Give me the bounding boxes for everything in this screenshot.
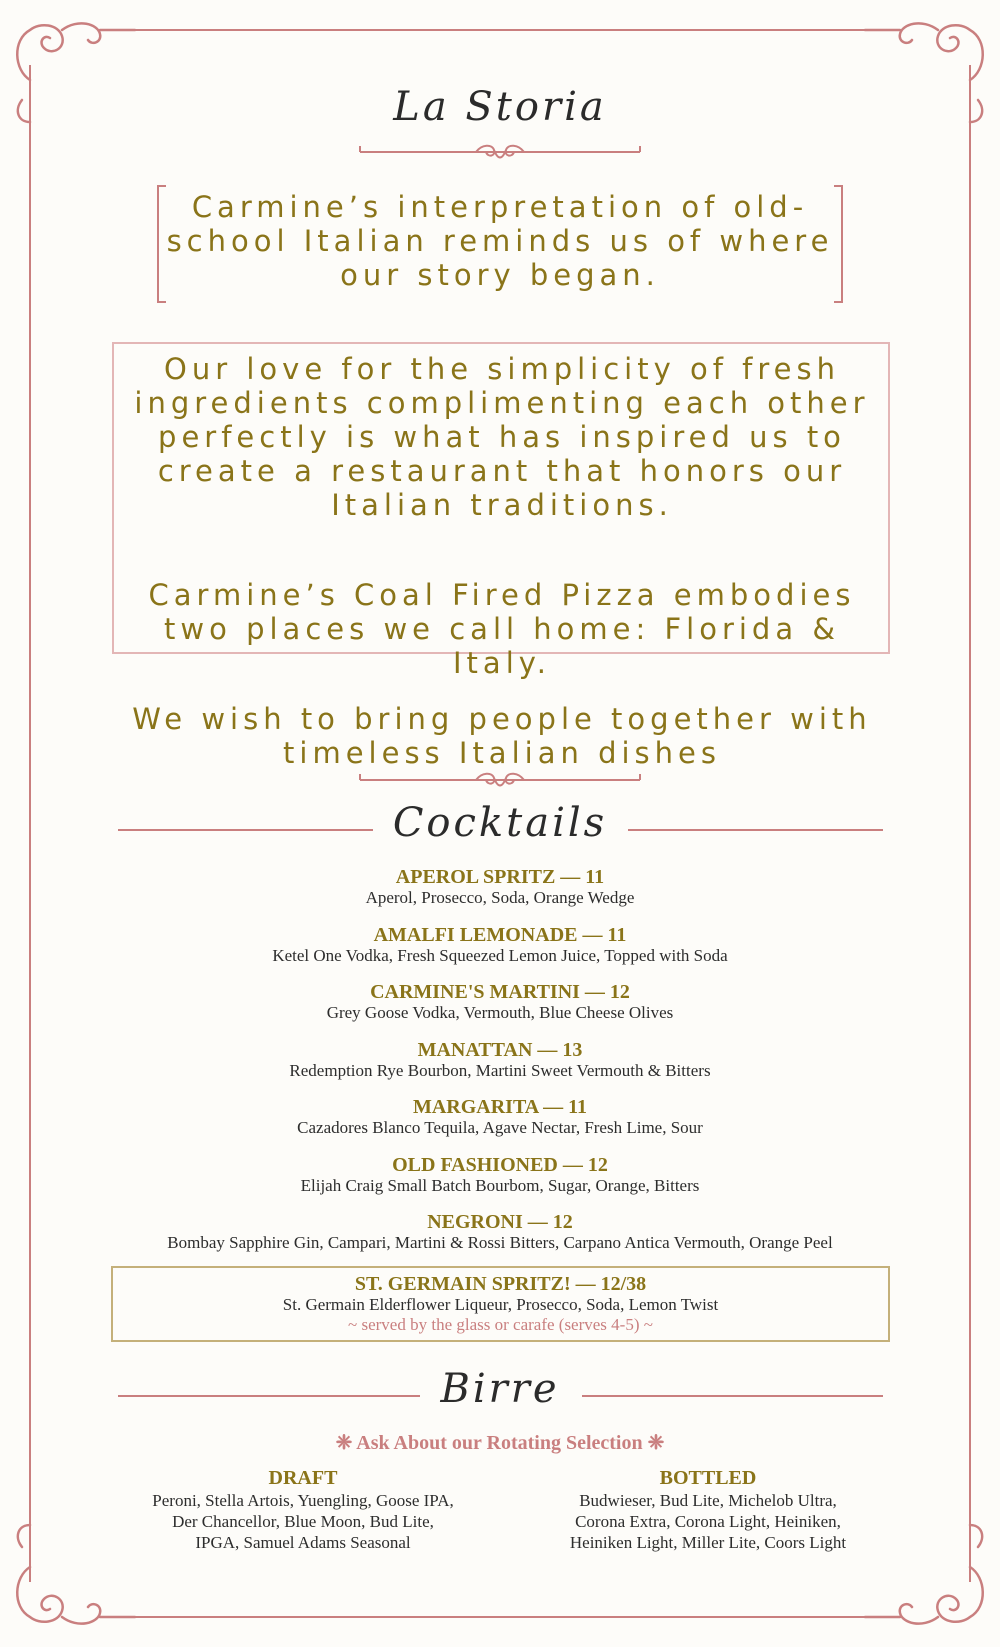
featured-cocktail-note: ~ served by the glass or carafe (serves 4-5) ~ [348, 1315, 653, 1334]
cocktail-description: Ketel One Vodka, Fresh Squeezed Lemon Juice, Topped with Soda [272, 945, 728, 965]
storia-body-paragraph: Our love for the simplicity of fresh ingredients complimenting each other perfectly is what has inspired us to create a restaurant that honors our Italian traditions. [134, 352, 870, 522]
storia-title: La Storia [393, 84, 607, 130]
bottled-line: Corona Extra, Corona Light, Heiniken, [575, 1512, 841, 1531]
draft-line: Peroni, Stella Artois, Yuengling, Goose IPA, [152, 1491, 454, 1510]
draft-heading: DRAFT [268, 1467, 338, 1489]
birre-title: Birre [440, 1366, 560, 1412]
cocktail-item [100, 1096, 900, 1154]
storia-wish: We wish to bring people together with timeless Italian dishes [132, 702, 872, 770]
bottled-beer-column [508, 1466, 908, 1553]
cocktail-name: OLD FASHIONED — 12 [392, 1153, 608, 1176]
bottled-heading: BOTTLED [659, 1467, 757, 1489]
scroll-divider-top [360, 146, 640, 158]
cocktail-item [100, 1039, 900, 1097]
featured-cocktail-name: ST. GERMAIN SPRITZ! — 12/38 [354, 1273, 647, 1295]
draft-beer-column [103, 1466, 503, 1553]
cocktail-item [100, 981, 900, 1039]
cocktail-name: NEGRONI — 12 [427, 1211, 573, 1233]
cocktail-name: APEROL SPRITZ — 11 [395, 866, 605, 888]
cocktail-item [100, 1154, 900, 1212]
cocktail-list [100, 866, 900, 1269]
cocktail-name: AMALFI LEMONADE — 11 [373, 923, 627, 946]
cocktail-name: CARMINE'S MARTINI — 12 [370, 981, 630, 1003]
draft-line: IPGA, Samuel Adams Seasonal [195, 1533, 411, 1552]
featured-cocktail-description: St. Germain Elderflower Liqueur, Prosecco, Soda, Lemon Twist [282, 1295, 719, 1314]
cocktails-title: Cocktails [392, 800, 608, 846]
cocktail-description: Bombay Sapphire Gin, Campari, Martini & Rossi Bitters, Carpano Antica Vermouth, Orange Peel [167, 1233, 833, 1252]
storia-home-paragraph: Carmine’s Coal Fired Pizza embodies two places we call home: Florida & Italy. [148, 578, 856, 680]
cocktail-description: Cazadores Blanco Tequila, Agave Nectar, Fresh Lime, Sour [297, 1118, 703, 1137]
cocktail-description: Aperol, Prosecco, Soda, Orange Wedge [365, 888, 635, 907]
bottled-line: Budwieser, Bud Lite, Michelob Ultra, [579, 1491, 837, 1510]
bottled-line: Heiniken Light, Miller Lite, Coors Light [569, 1533, 847, 1552]
cocktail-description: Grey Goose Vodka, Vermouth, Blue Cheese Olives [326, 1003, 674, 1022]
cocktail-item [100, 1211, 900, 1269]
cocktail-name: MANATTAN — 13 [417, 1038, 583, 1061]
cocktail-item [100, 866, 900, 924]
storia-intro: Carmine’s interpretation of old-school Italian reminds us of where our story began. [166, 190, 834, 292]
featured-cocktail-box [111, 1266, 890, 1342]
cocktail-description: Redemption Rye Bourbon, Martini Sweet Vermouth & Bitters [289, 1060, 711, 1080]
cocktail-name: MARGARITA — 11 [412, 1096, 588, 1118]
cocktail-description: Elijah Craig Small Batch Bourbom, Sugar, Orange, Bitters [300, 1175, 700, 1195]
draft-line: Der Chancellor, Blue Moon, Bud Lite, [172, 1512, 434, 1531]
scroll-divider-mid [360, 774, 640, 786]
cocktail-item [100, 924, 900, 982]
rotating-selection-note: ❈ Ask About our Rotating Selection ❈ [335, 1432, 665, 1454]
